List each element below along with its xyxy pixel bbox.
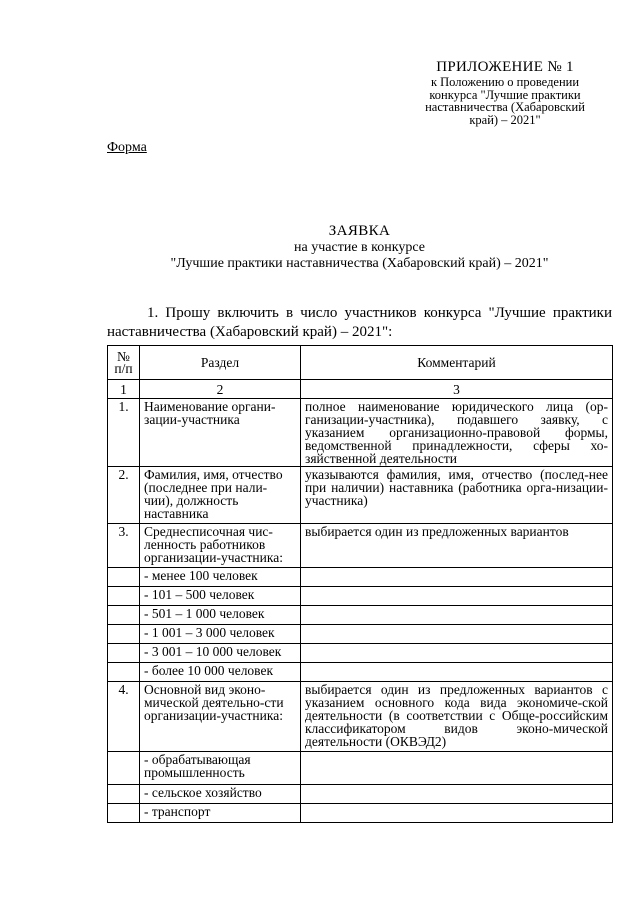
table-row [108, 467, 613, 524]
form-label: Форма [107, 140, 147, 155]
row-number: 3. [108, 524, 140, 568]
appendix-title: ПРИЛОЖЕНИЕ № 1 [436, 59, 574, 75]
row-section: - менее 100 человек [140, 568, 301, 587]
row-section: - сельское хозяйство [140, 785, 301, 804]
table-row [108, 625, 613, 644]
table-row [108, 785, 613, 804]
contest-name: "Лучшие практики наставничества (Хабаровский край) – 2021" [170, 256, 549, 271]
row-comment [301, 644, 613, 663]
application-table [107, 345, 613, 823]
row-number [108, 663, 140, 682]
row-comment [301, 606, 613, 625]
row-comment [301, 568, 613, 587]
appendix-line: к Положению о проведении [430, 75, 580, 89]
row-section: - 101 – 500 человек [140, 587, 301, 606]
row-number [108, 785, 140, 804]
row-section: - 3 001 – 10 000 человек [140, 644, 301, 663]
column-number: 3 [301, 380, 613, 399]
row-number: 1. [108, 399, 140, 467]
row-number [108, 752, 140, 785]
row-section: - 501 – 1 000 человек [140, 606, 301, 625]
column-number: 2 [140, 380, 301, 399]
appendix-line: край) – 2021" [469, 112, 541, 127]
table-row [108, 682, 613, 752]
document-subtitle: на участие в конкурсе [294, 240, 425, 255]
row-number [108, 644, 140, 663]
row-section: - транспорт [140, 804, 301, 823]
row-number: 2. [108, 467, 140, 524]
table-row [108, 587, 613, 606]
row-comment [301, 663, 613, 682]
row-comment: указываются фамилия, имя, отчество (послед-нее при наличии) наставника (работника орга-низации-участника) [301, 467, 613, 524]
appendix-line: конкурса "Лучшие практики [429, 87, 581, 102]
table-row [108, 568, 613, 587]
row-section: Среднесписочная чис-ленность работников организации-участника: [140, 524, 301, 568]
row-number [108, 804, 140, 823]
table-row [108, 752, 613, 785]
document-title: ЗАЯВКА [328, 223, 391, 239]
row-comment [301, 587, 613, 606]
row-comment [301, 785, 613, 804]
row-comment [301, 625, 613, 644]
row-number: 4. [108, 682, 140, 752]
column-number: 1 [108, 380, 140, 399]
row-section: Основной вид эконо-мической деятельно-сти организации-участника: [140, 682, 301, 752]
row-number [108, 568, 140, 587]
row-comment [301, 804, 613, 823]
row-comment: полное наименование юридического лица (ор-ганизации-участника), подавшего заявку, с указанием организационно-правовой формы, ведомственной принадлежности, сферы хо-зяйственной деятельности [301, 399, 613, 467]
row-number [108, 587, 140, 606]
row-section: - 1 001 – 3 000 человек [140, 625, 301, 644]
row-comment [301, 752, 613, 785]
row-comment: выбирается один из предложенных вариантов [301, 524, 613, 568]
header-number: № п/п [108, 346, 140, 380]
appendix-block [405, 58, 605, 126]
row-section: Фамилия, имя, отчество (последнее при нали-чии), должность наставника [140, 467, 301, 524]
document-heading [107, 222, 612, 272]
appendix-line: наставничества (Хабаровский [425, 100, 585, 114]
table-row [108, 606, 613, 625]
intro-paragraph: 1. Прошу включить в число участников конкурса "Лучшие практики наставничества (Хабаровский край) – 2021": [107, 305, 612, 340]
table-column-numbers-row [108, 380, 613, 399]
table-row [108, 804, 613, 823]
row-number [108, 625, 140, 644]
table-header-row [108, 346, 613, 380]
table-row [108, 663, 613, 682]
row-section: - обрабатывающая промышленность [140, 752, 301, 785]
table-row [108, 644, 613, 663]
row-section: Наименование органи-зации-участника [140, 399, 301, 467]
table-row [108, 524, 613, 568]
row-comment: выбирается один из предложенных вариантов с указанием основного кода вида экономиче-ской деятельности (в соответствии с Обще-российским классификатором видов эконо-мической деятельности (ОКВЭД2) [301, 682, 613, 752]
header-comment: Комментарий [301, 346, 613, 380]
row-number [108, 606, 140, 625]
header-section: Раздел [140, 346, 301, 380]
table-row [108, 399, 613, 467]
row-section: - более 10 000 человек [140, 663, 301, 682]
